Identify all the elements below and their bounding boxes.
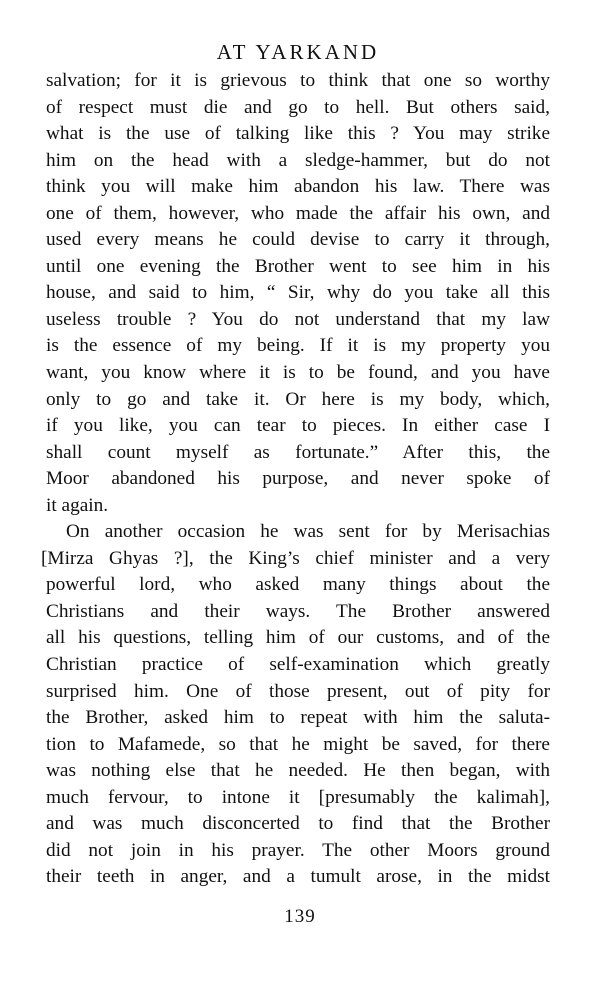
text-line: the Brother, asked him to repeat with him the saluta- — [46, 707, 550, 729]
text-line: surprised him. One of those present, out of pity for — [46, 680, 550, 702]
page-number: 139 — [284, 906, 316, 927]
text-line: only to go and take it. Or here is my body, which, — [46, 388, 550, 410]
text-line: Christians and their ways. The Brother answered — [46, 600, 550, 622]
text-line: much fervour, to intone it [presumably the kalimah], — [46, 786, 550, 808]
text-line: all his questions, telling him of our customs, and of the — [46, 627, 550, 649]
text-line: of respect must die and go to hell. But others said, — [46, 96, 550, 118]
text-line: want, you know where it is to be found, and you have — [46, 362, 550, 384]
text-line: used every means he could devise to carry it through, — [46, 229, 550, 251]
text-line: [Mirza Ghyas ?], the King’s chief minister and a very — [41, 547, 550, 569]
text-line: what is the use of talking like this ? You may strike — [46, 123, 550, 145]
text-line: shall count myself as fortunate.” After this, the — [46, 441, 550, 463]
paragraph-last-line: it again. — [46, 494, 109, 516]
text-line: one of them, however, who made the affair his own, and — [46, 202, 550, 224]
text-line: salvation; for it is grievous to think that one so worthy — [46, 70, 550, 91]
text-line: if you like, you can tear to pieces. In either case I — [46, 415, 550, 437]
text-line: powerful lord, who asked many things about the — [46, 574, 550, 596]
text-line: is the essence of my being. If it is my property you — [46, 335, 550, 357]
body-text — [41, 68, 550, 891]
text-line: Moor abandoned his purpose, and never spoke of — [46, 468, 550, 490]
text-line: useless trouble ? You do not understand that my law — [46, 308, 550, 330]
paragraph-first-line: On another occasion he was sent for by Merisachias — [66, 521, 550, 543]
text-line: tion to Mafamede, so that he might be saved, for there — [46, 733, 550, 755]
text-line: their teeth in anger, and a tumult arose, in the midst — [46, 866, 550, 888]
text-line: think you will make him abandon his law. There was — [46, 176, 550, 198]
text-line: and was much disconcerted to find that the Brother — [46, 813, 550, 835]
text-line: house, and said to him, “ Sir, why do you take all this — [46, 282, 550, 304]
text-line: until one evening the Brother went to see him in his — [46, 255, 550, 277]
text-line: him on the head with a sledge-hammer, but do not — [46, 149, 550, 171]
text-line: Christian practice of self-examination which greatly — [46, 654, 550, 676]
text-line: was nothing else that he needed. He then began, with — [46, 760, 550, 782]
page — [41, 38, 550, 891]
running-head: AT YARKAND — [216, 40, 380, 64]
text-line: did not join in his prayer. The other Moors ground — [46, 839, 550, 861]
